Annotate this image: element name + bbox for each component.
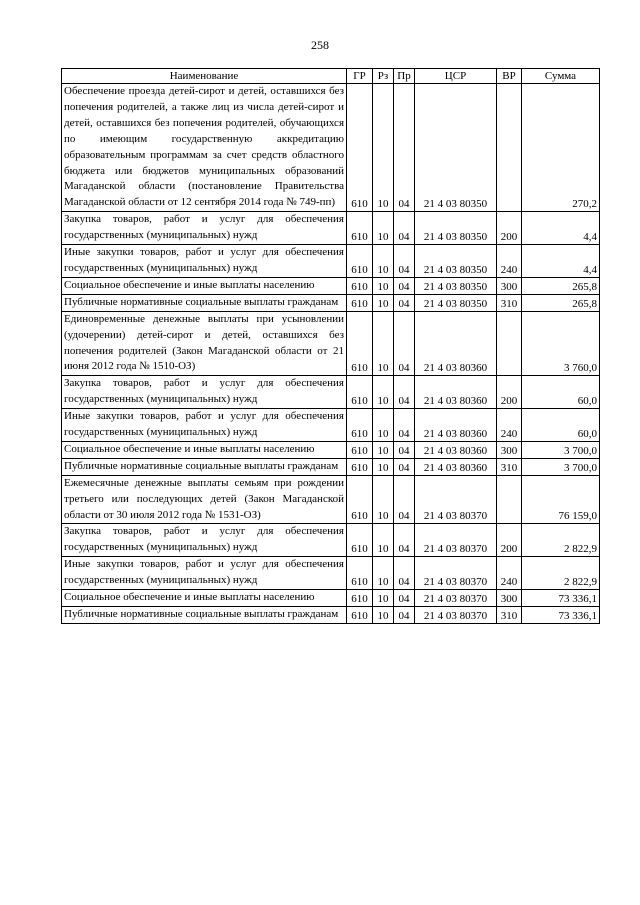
row-gr: 610	[347, 376, 373, 409]
row-gr: 610	[347, 458, 373, 475]
row-gr: 610	[347, 524, 373, 557]
row-sum: 76 159,0	[522, 475, 600, 524]
row-rz: 10	[373, 376, 394, 409]
row-vr: 240	[497, 245, 522, 278]
row-pr: 04	[394, 311, 415, 376]
table-row	[62, 294, 600, 311]
row-name: Публичные нормативные социальные выплаты гражданам	[62, 607, 347, 624]
row-gr: 610	[347, 590, 373, 607]
row-sum: 3 700,0	[522, 458, 600, 475]
table-row	[62, 441, 600, 458]
row-name: Социальное обеспечение и иные выплаты населению	[62, 277, 347, 294]
budget-table	[61, 68, 600, 624]
row-gr: 610	[347, 557, 373, 590]
row-gr: 610	[347, 441, 373, 458]
page-number: 258	[311, 38, 329, 52]
row-csr: 21 4 03 80370	[415, 557, 497, 590]
row-rz: 10	[373, 524, 394, 557]
row-pr: 04	[394, 409, 415, 442]
row-rz: 10	[373, 245, 394, 278]
row-pr: 04	[394, 475, 415, 524]
row-vr	[497, 84, 522, 212]
row-name: Закупка товаров, работ и услуг для обеспечения государственных (муниципальных) нужд	[62, 212, 347, 245]
row-sum: 265,8	[522, 277, 600, 294]
row-sum: 4,4	[522, 245, 600, 278]
row-csr: 21 4 03 80360	[415, 441, 497, 458]
row-csr: 21 4 03 80360	[415, 458, 497, 475]
row-sum: 73 336,1	[522, 607, 600, 624]
row-name: Социальное обеспечение и иные выплаты населению	[62, 441, 347, 458]
row-csr: 21 4 03 80360	[415, 311, 497, 376]
row-rz: 10	[373, 294, 394, 311]
row-vr: 310	[497, 294, 522, 311]
row-gr: 610	[347, 409, 373, 442]
row-name: Обеспечение проезда детей-сирот и детей, оставшихся без попечения родителей, а также лиц из числа детей-сирот и детей, оставшихся без попечения родителей, обучающихся по имеющим государственную аккредитацию образовательным программам за счет средств областного бюджета или бюджетов муниципальных образований Магаданской области (постановление Правительства Магаданской области от 12 сентября 2014 года № 749-пп)	[62, 84, 347, 212]
header-sum: Сумма	[522, 69, 600, 84]
row-name: Закупка товаров, работ и услуг для обеспечения государственных (муниципальных) нужд	[62, 524, 347, 557]
row-gr: 610	[347, 84, 373, 212]
table-row	[62, 311, 600, 376]
row-pr: 04	[394, 277, 415, 294]
row-csr: 21 4 03 80370	[415, 524, 497, 557]
row-gr: 610	[347, 245, 373, 278]
header-rz: Рз	[373, 69, 394, 84]
row-sum: 270,2	[522, 84, 600, 212]
row-rz: 10	[373, 607, 394, 624]
table-row	[62, 475, 600, 524]
row-rz: 10	[373, 212, 394, 245]
row-rz: 10	[373, 84, 394, 212]
table-row	[62, 84, 600, 212]
row-vr: 200	[497, 376, 522, 409]
table-row	[62, 607, 600, 624]
row-gr: 610	[347, 475, 373, 524]
row-pr: 04	[394, 84, 415, 212]
row-csr: 21 4 03 80370	[415, 607, 497, 624]
row-rz: 10	[373, 441, 394, 458]
row-vr: 300	[497, 277, 522, 294]
table-row	[62, 376, 600, 409]
row-sum: 2 822,9	[522, 524, 600, 557]
table-row	[62, 458, 600, 475]
row-name: Иные закупки товаров, работ и услуг для обеспечения государственных (муниципальных) нужд	[62, 557, 347, 590]
row-csr: 21 4 03 80360	[415, 409, 497, 442]
row-pr: 04	[394, 245, 415, 278]
table-body	[62, 84, 600, 624]
row-name: Иные закупки товаров, работ и услуг для обеспечения государственных (муниципальных) нужд	[62, 409, 347, 442]
row-csr: 21 4 03 80350	[415, 84, 497, 212]
row-pr: 04	[394, 607, 415, 624]
row-csr: 21 4 03 80350	[415, 277, 497, 294]
table-row	[62, 212, 600, 245]
row-pr: 04	[394, 590, 415, 607]
row-vr: 200	[497, 212, 522, 245]
row-csr: 21 4 03 80350	[415, 212, 497, 245]
row-name: Публичные нормативные социальные выплаты гражданам	[62, 458, 347, 475]
row-name: Иные закупки товаров, работ и услуг для обеспечения государственных (муниципальных) нужд	[62, 245, 347, 278]
row-rz: 10	[373, 557, 394, 590]
table-row	[62, 409, 600, 442]
row-vr: 310	[497, 458, 522, 475]
row-pr: 04	[394, 376, 415, 409]
table-row	[62, 524, 600, 557]
row-gr: 610	[347, 277, 373, 294]
header-gr: ГР	[347, 69, 373, 84]
table-row	[62, 277, 600, 294]
row-pr: 04	[394, 294, 415, 311]
row-gr: 610	[347, 294, 373, 311]
row-csr: 21 4 03 80370	[415, 475, 497, 524]
table-row	[62, 590, 600, 607]
row-name: Единовременные денежные выплаты при усыновлении (удочерении) детей-сирот и детей, оставшихся без попечения родителей (Закон Магаданской области от 21 июня 2012 года № 1510-ОЗ)	[62, 311, 347, 376]
row-vr	[497, 475, 522, 524]
row-pr: 04	[394, 524, 415, 557]
row-vr: 300	[497, 441, 522, 458]
row-sum: 4,4	[522, 212, 600, 245]
row-rz: 10	[373, 458, 394, 475]
header-name: Наименование	[62, 69, 347, 84]
row-rz: 10	[373, 311, 394, 376]
row-sum: 3 760,0	[522, 311, 600, 376]
row-name: Публичные нормативные социальные выплаты гражданам	[62, 294, 347, 311]
row-vr: 240	[497, 557, 522, 590]
row-gr: 610	[347, 311, 373, 376]
table-header-row	[62, 69, 600, 84]
row-vr: 200	[497, 524, 522, 557]
row-vr: 300	[497, 590, 522, 607]
row-pr: 04	[394, 441, 415, 458]
row-sum: 73 336,1	[522, 590, 600, 607]
row-csr: 21 4 03 80350	[415, 245, 497, 278]
row-rz: 10	[373, 590, 394, 607]
row-vr	[497, 311, 522, 376]
table-row	[62, 557, 600, 590]
row-rz: 10	[373, 475, 394, 524]
table-row	[62, 245, 600, 278]
row-pr: 04	[394, 557, 415, 590]
row-sum: 60,0	[522, 409, 600, 442]
row-vr: 310	[497, 607, 522, 624]
row-vr: 240	[497, 409, 522, 442]
row-csr: 21 4 03 80360	[415, 376, 497, 409]
row-gr: 610	[347, 607, 373, 624]
row-rz: 10	[373, 409, 394, 442]
row-csr: 21 4 03 80370	[415, 590, 497, 607]
row-sum: 3 700,0	[522, 441, 600, 458]
row-csr: 21 4 03 80350	[415, 294, 497, 311]
row-rz: 10	[373, 277, 394, 294]
row-name: Ежемесячные денежные выплаты семьям при рождении третьего или последующих детей (Закон Магаданской области от 30 июля 2012 года № 1531-ОЗ)	[62, 475, 347, 524]
row-sum: 265,8	[522, 294, 600, 311]
row-name: Закупка товаров, работ и услуг для обеспечения государственных (муниципальных) нужд	[62, 376, 347, 409]
header-vr: ВР	[497, 69, 522, 84]
row-pr: 04	[394, 458, 415, 475]
row-pr: 04	[394, 212, 415, 245]
header-pr: Пр	[394, 69, 415, 84]
header-csr: ЦСР	[415, 69, 497, 84]
row-sum: 60,0	[522, 376, 600, 409]
row-gr: 610	[347, 212, 373, 245]
row-name: Социальное обеспечение и иные выплаты населению	[62, 590, 347, 607]
row-sum: 2 822,9	[522, 557, 600, 590]
